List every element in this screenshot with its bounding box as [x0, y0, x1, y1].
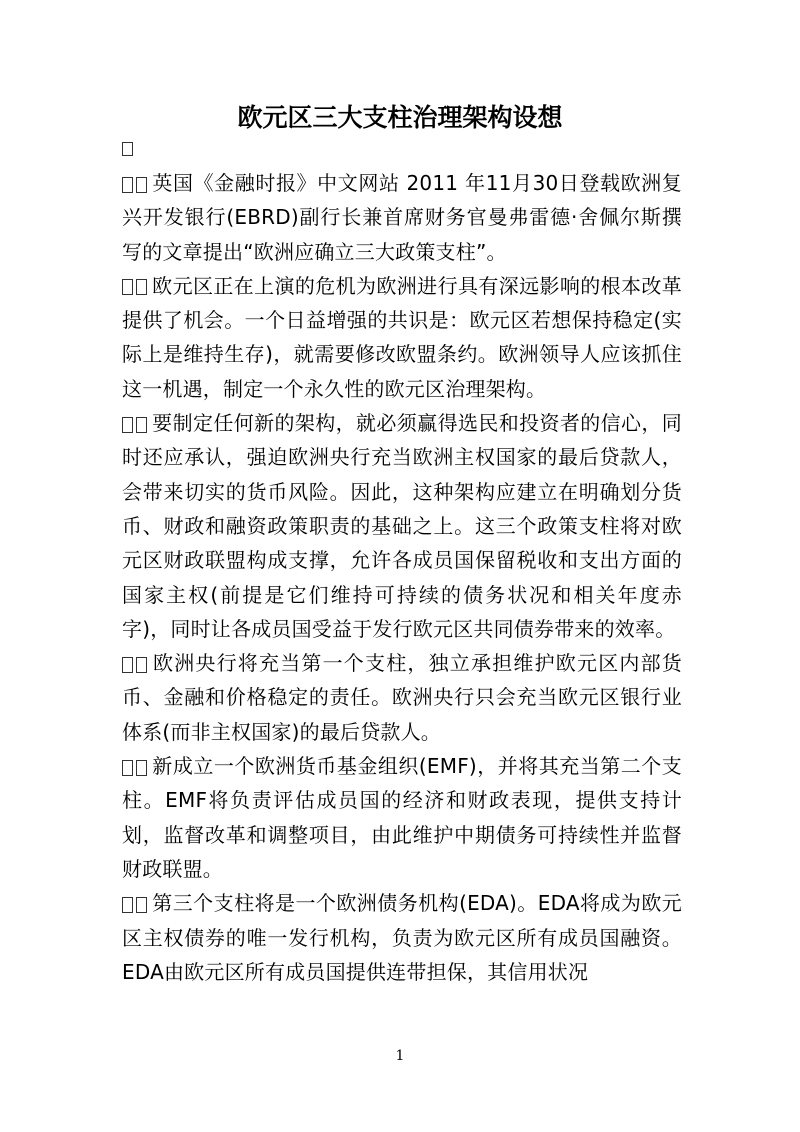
paragraph-text: 要制定任何新的架构，就必须赢得选民和投资者的信心，同时还应承认，强迫欧洲央行充当欧洲主权国家的最后贷款人，会带来切实的货币风险。因此，这种架构应建立在明确划分货币、财政和融资政策职责的基础之上。这三个政策支柱将对欧元区财政联盟构成支撑，允许各成员国保留税收和支出方面的国家主权(前提是它们维持可持续的债务状况和相关年度赤字)，同时让各成员国受益于发行欧元区共同债券带来的效率。 [122, 411, 682, 641]
paragraph-text: 英国《金融时报》中文网站 2011 年11月30日登载欧洲复兴开发银行(EBRD)副行长兼首席财务官曼弗雷德·舍佩尔斯撰写的文章提出“欧洲应确立三大政策支柱”。 [122, 171, 682, 264]
missing-glyph-icon [136, 760, 147, 776]
missing-glyph-icon [136, 177, 147, 193]
missing-glyph-icon [122, 417, 133, 433]
paragraph-indent [122, 406, 152, 440]
paragraph-third-pillar [122, 886, 682, 989]
paragraph-new-architecture [122, 406, 682, 646]
missing-glyph-icon [136, 897, 147, 913]
document-title: 欧元区三大支柱治理架构设想 [237, 103, 563, 132]
missing-glyph-icon [122, 760, 133, 776]
paragraph-text: 新成立一个欧洲货币基金组织(EMF)，并将其充当第二个支柱。EMF将负责评估成员国的经济和财政表现，提供支持计划，监督改革和调整项目，由此维护中期债务可持续性并监督财政联盟。 [122, 754, 682, 881]
paragraph-text: 欧元区正在上演的危机为欧洲进行具有深远影响的根本改革提供了机会。一个日益增强的共识是：欧元区若想保持稳定(实际上是维持生存)，就需要修改欧盟条约。欧洲领导人应该抓住这一机遇，制定一个永久性的欧元区治理架构。 [122, 273, 682, 401]
missing-glyph-icon [122, 177, 133, 193]
missing-glyph-icon [122, 279, 133, 295]
page-number: 1 [395, 1048, 405, 1064]
paragraph-indent [122, 646, 152, 680]
paragraph-crisis-reform [122, 269, 682, 406]
paragraph-text: 欧洲央行将充当第一个支柱，独立承担维护欧元区内部货币、金融和价格稳定的责任。欧洲央行只会充当欧元区银行业体系(而非主权国家)的最后贷款人。 [122, 651, 682, 744]
document-body [122, 166, 682, 989]
paragraph-ebrd-article [122, 166, 682, 269]
missing-glyph-icon [136, 657, 147, 673]
missing-glyph-icon [136, 417, 147, 433]
paragraph-indent [122, 749, 152, 783]
paragraph-second-pillar [122, 749, 682, 886]
missing-glyph-icon [122, 142, 133, 156]
missing-glyph-icon [122, 897, 133, 913]
paragraph-indent [122, 269, 152, 303]
placeholder-glyph-line [122, 138, 133, 164]
paragraph-text: 第三个支柱将是一个欧洲债务机构(EDA)。EDA将成为欧元区主权债券的唯一发行机构，负责为欧元区所有成员国融资。EDA由欧元区所有成员国提供连带担保，其信用状况 [122, 891, 682, 984]
missing-glyph-icon [136, 279, 147, 295]
paragraph-first-pillar [122, 646, 682, 749]
paragraph-indent [122, 886, 152, 920]
missing-glyph-icon [122, 657, 133, 673]
paragraph-indent [122, 166, 152, 200]
